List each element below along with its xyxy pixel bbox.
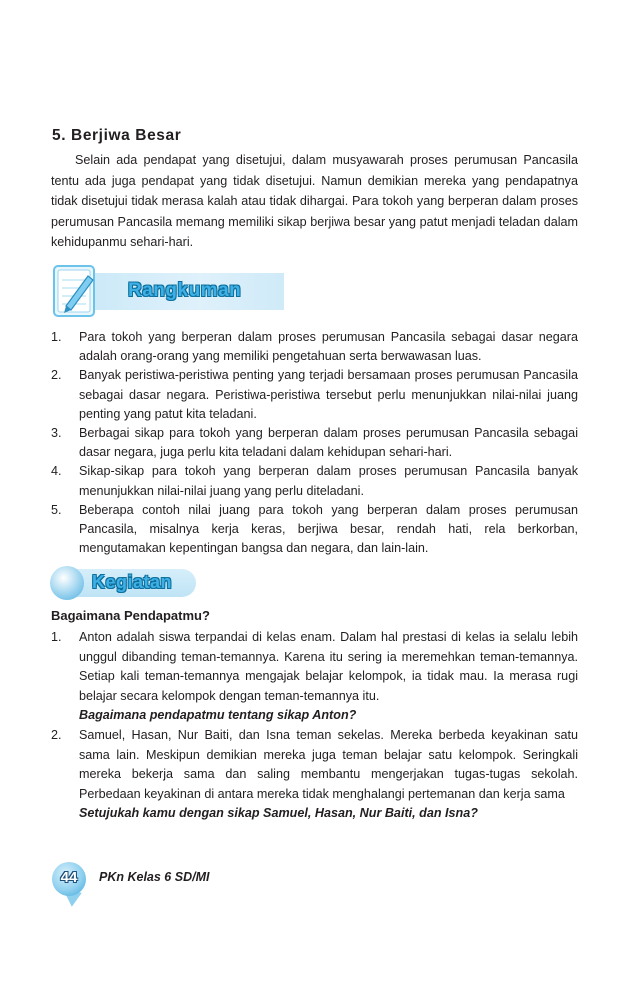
- list-item: [51, 501, 578, 559]
- list-item-number: 1.: [51, 630, 62, 644]
- list-item-question: Setujukah kamu dengan sikap Samuel, Hasan, Nur Baiti, dan Isna?: [79, 806, 478, 821]
- list-item: [51, 726, 578, 824]
- page-number: 44: [60, 869, 78, 886]
- list-item: [51, 462, 578, 500]
- section-body: Selain ada pendapat yang disetujui, dalam musyawarah proses perumusan Pancasila tentu ada juga pendapat yang tidak disetujui. Namun demikian mereka yang pendapatnya tidak disetujui tidak merasa kalah atau tidak dihargai. Para tokoh yang berperan dalam proses perumusan Pancasila memang memiliki sikap berjiwa besar yang patut menjadi teladan dalam kehidupanmu sehari-hari.: [51, 153, 578, 250]
- list-item-number: 1.: [51, 330, 62, 344]
- kegiatan-list: [51, 628, 578, 824]
- rangkuman-title: Rangkuman: [128, 280, 242, 301]
- list-item-text: Banyak peristiwa-peristiwa penting yang terjadi bersamaan proses perumusan Pancasila sebagai dasar negara. Peristiwa-peristiwa tersebut perlu menunjukkan nilai-nilai juang penting yang patut kita teladani.: [79, 368, 578, 421]
- list-item-text: Berbagai sikap para tokoh yang berperan dalam proses perumusan Pancasila sebagai dasar negara, juga perlu kita teladani dalam kehidupan sehari-hari.: [79, 426, 578, 460]
- kegiatan-title: Kegiatan: [92, 572, 173, 592]
- rangkuman-list: [51, 328, 578, 558]
- list-item-text: Samuel, Hasan, Nur Baiti, dan Isna teman sekelas. Mereka berbeda keyakinan satu sama lain. Meskipun demikian mereka juga teman belajar satu kelompok. Seringkali mereka bekerja sama dan saling membantu mengerjakan tugas-tugas sekolah. Perbedaan keyakinan di antara mereka tidak menghalangi pertemanan dan kerja sama: [79, 727, 578, 801]
- list-item-number: 3.: [51, 426, 62, 441]
- list-item-number: 5.: [51, 502, 62, 517]
- list-item-text: Beberapa contoh nilai juang para tokoh yang berperan dalam proses perumusan Pancasila, misalnya kerja keras, berjiwa besar, rendah hati, rela berkorban, mengutamakan kepentingan bangsa dan negara, dan lain-lain.: [79, 502, 578, 556]
- list-item-text: Para tokoh yang berperan dalam proses perumusan Pancasila sebagai dasar negara adalah orang-orang yang memiliki pengetahuan serta berwawasan luas.: [79, 330, 578, 364]
- list-item-question: Bagaimana pendapatmu tentang sikap Anton?: [79, 708, 357, 723]
- kegiatan-subheading: Bagaimana Pendapatmu?: [51, 608, 210, 623]
- list-item: [51, 628, 578, 726]
- kegiatan-banner: [50, 566, 198, 600]
- list-item-number: 4.: [51, 464, 62, 479]
- list-item-number: 2.: [51, 368, 62, 383]
- list-item: [51, 328, 578, 366]
- notepad-pencil-icon: [52, 262, 98, 320]
- list-item-text: Sikap-sikap para tokoh yang berperan dalam proses perumusan Pancasila banyak menunjukkan nilai-nilai juang yang perlu diteladani.: [79, 464, 578, 498]
- book-title: PKn Kelas 6 SD/MI: [99, 870, 210, 884]
- section-title: 5. Berjiwa Besar: [52, 127, 182, 144]
- list-item: [51, 366, 578, 424]
- list-item-number: 2.: [51, 727, 62, 742]
- list-item-text: Anton adalah siswa terpandai di kelas enam. Dalam hal prestasi di kelas ia selalu lebih unggul dibanding teman-temannya. Karena itu sering ia meremehkan teman-temannya. Setiap kali teman-temannya mengajak belajar kelompok, ia tidak mau. Ia merasa rugi belajar secara kelompok dengan teman-temannya itu.: [79, 630, 578, 703]
- circle-bullet-icon: [50, 566, 84, 600]
- page-number-badge: [52, 862, 86, 896]
- list-item: [51, 424, 578, 462]
- rangkuman-banner: [52, 262, 284, 320]
